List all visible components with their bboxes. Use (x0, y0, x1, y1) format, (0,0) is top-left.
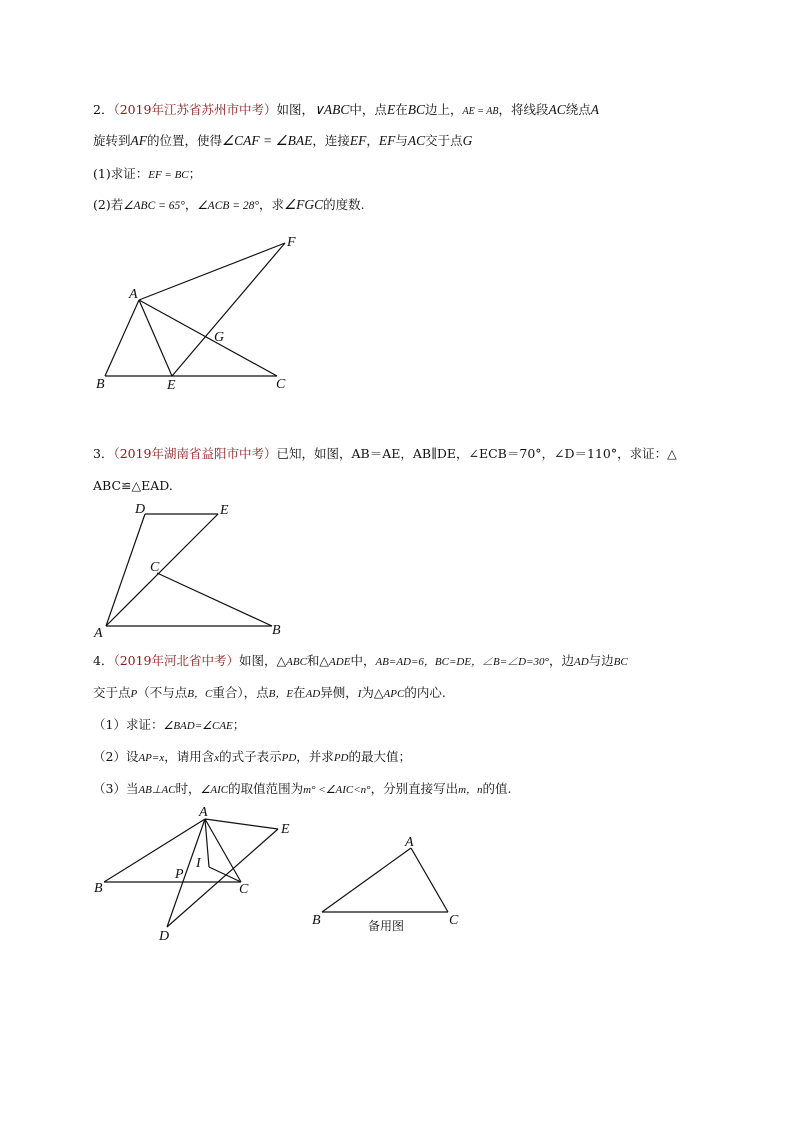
text: (2)若 (93, 197, 124, 212)
problem-source: （2019年湖南省益阳市中考） (113, 446, 277, 461)
label-B: B (96, 377, 105, 392)
text: ，分别直接写出 (370, 781, 459, 796)
math: P (130, 688, 138, 700)
text: 交于点 (425, 133, 463, 148)
label-E: E (281, 822, 290, 837)
math: ABC (286, 656, 307, 668)
math: AD (305, 688, 321, 700)
text: 的度数. (323, 197, 365, 212)
problem-number: 4． (93, 653, 114, 668)
text: 的位置，使得 (147, 133, 223, 148)
problem-source: （2019年河北省中考） (113, 653, 240, 668)
math: E (386, 102, 396, 117)
math: AP=x (138, 752, 165, 764)
math: EF (378, 133, 396, 148)
math: I (357, 688, 362, 700)
math: AF (130, 133, 148, 148)
text: 重合），点 (212, 685, 269, 700)
math: AB=AD=6，BC=DE，∠B=∠D=30° (375, 656, 549, 668)
spare-segment-AC (411, 848, 448, 912)
text: ，求 (259, 197, 285, 212)
text: 的取值范围为 (228, 781, 304, 796)
text: 在 (293, 685, 306, 700)
label-A: A (94, 626, 103, 641)
math: ∠AIC (200, 784, 229, 796)
math: ∠ACB = 28° (197, 200, 260, 212)
label-C: C (239, 882, 249, 897)
spare-label-C: C (449, 913, 459, 928)
math: G (462, 133, 473, 148)
text: 与边 (588, 653, 614, 668)
text: 的式子表示 (219, 749, 282, 764)
text: 中，点 (349, 102, 387, 117)
text: 的最大值； (348, 749, 411, 764)
spare-label-B: B (312, 913, 321, 928)
math: m，n (458, 784, 483, 796)
math: AD (573, 656, 589, 668)
text: （2）设 (93, 749, 139, 764)
math: B，E (268, 688, 294, 700)
text: ，请用含 (164, 749, 215, 764)
math: AC (548, 102, 566, 117)
problem-number: 3． (93, 446, 114, 461)
math: ADE (329, 656, 351, 668)
text: 和△ (306, 653, 330, 668)
spare-figure-caption: 备用图 (368, 919, 405, 933)
text: 中， (350, 653, 376, 668)
spare-segment-AB (322, 848, 411, 912)
spare-label-A: A (405, 835, 414, 850)
segment-AC (205, 819, 241, 882)
math: PD (281, 752, 297, 764)
label-E: E (220, 503, 229, 518)
text: 如图，△ (239, 653, 287, 668)
text: ，连接 (312, 133, 350, 148)
segment-AI (205, 819, 209, 867)
math: ∠ABC = 65° (123, 200, 185, 212)
text: (1)求证： (93, 166, 149, 181)
text: ABC≌△EAD. (93, 478, 173, 493)
math: AB⊥AC (138, 784, 176, 796)
text: ； (188, 166, 202, 181)
math: ∠CAF = ∠BAE (222, 133, 313, 148)
text: 时， (175, 781, 201, 796)
math: B，C (187, 688, 213, 700)
label-B: B (94, 881, 103, 896)
text: 如图， (276, 102, 315, 117)
text: （1）求证： (93, 717, 164, 732)
label-P: P (175, 867, 184, 882)
text: ； (232, 717, 246, 732)
math: APC (383, 688, 405, 700)
text: （3）当 (93, 781, 139, 796)
text: 绕点 (565, 102, 591, 117)
math: m° <∠AIC<n° (303, 784, 371, 796)
label-D: D (135, 502, 146, 517)
math: EF = BC (148, 169, 189, 181)
label-A: A (129, 287, 138, 302)
math: ∠FGC (284, 197, 324, 212)
text: 已知，如图，AB＝AE，AB∥DE，∠ECB＝70°，∠D＝110°，求证：△ (276, 446, 677, 461)
math: PD (333, 752, 349, 764)
label-E: E (167, 378, 176, 393)
problem-number: 2． (93, 102, 114, 117)
text: 边上， (424, 102, 463, 117)
label-C: C (150, 560, 160, 575)
segment-AB (104, 819, 205, 882)
text: ，将线段 (498, 102, 549, 117)
text: 的值. (482, 781, 512, 796)
text: ， (184, 197, 198, 212)
math: AC (407, 133, 426, 148)
math: A (590, 102, 600, 117)
text: 在 (395, 102, 408, 117)
label-C: C (276, 377, 286, 392)
text: 交于点 (93, 685, 131, 700)
text: （不与点 (137, 685, 188, 700)
text: 与 (395, 133, 408, 148)
text: 旋转到 (93, 133, 131, 148)
math: ∠BAD=∠CAE (163, 720, 233, 732)
text: 的内心. (404, 685, 446, 700)
segment-AE (205, 819, 278, 829)
math: BC (613, 656, 628, 668)
problem-source: （2019年江苏省苏州市中考） (113, 102, 277, 117)
text: 为△ (361, 685, 384, 700)
text: ，并求 (296, 749, 334, 764)
label-I: I (196, 856, 201, 871)
text: 异侧， (320, 685, 358, 700)
math: ∨ABC (314, 102, 350, 117)
math: AE = AB (462, 106, 499, 117)
label-B: B (272, 623, 281, 638)
text: ，边 (548, 653, 574, 668)
label-D: D (159, 929, 170, 944)
text: ， (366, 133, 379, 148)
math: EF (349, 133, 367, 148)
label-F: F (287, 235, 296, 250)
math: x (214, 752, 220, 764)
label-G: G (214, 330, 225, 345)
math: BC (407, 102, 425, 117)
label-A: A (199, 805, 208, 820)
